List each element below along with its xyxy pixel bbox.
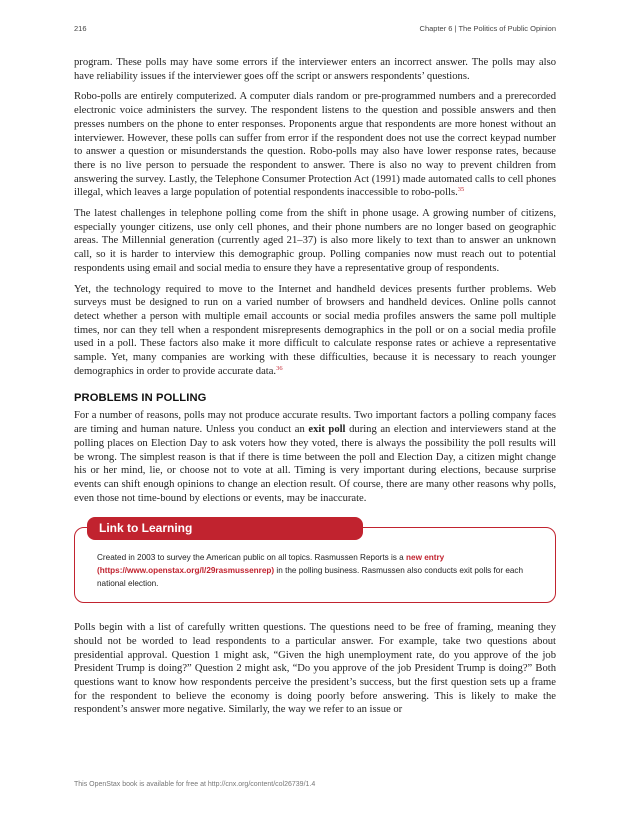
link-to-learning-title: Link to Learning: [87, 517, 363, 540]
page-footer: This OpenStax book is available for free at http://cnx.org/content/col26739/1.4: [74, 781, 316, 788]
footnote-ref-35[interactable]: 35: [457, 186, 465, 194]
chapter-title: Chapter 6 | The Politics of Public Opinion: [419, 24, 556, 33]
box-text: in the polling business. Rasmussen also conducts exit polls for each national election.: [97, 565, 524, 588]
paragraph-text: The latest challenges in telephone polling come from the shift in phone usage. A growing number of citizens, especially younger citizens, use only cell phones, and their phone numbers are no longer based on geographic areas. The Millennial generation (currently aged 21–37) is also more likely to text than to answer an unknown call, so it is harder to interview this demographic group. Polling companies now must reach out to potential respondents using email and social media to ensure they have a representative group of respondents.: [74, 208, 556, 274]
paragraph-text: For a number of reasons, polls may not produce accurate results. Two important factors a polling company faces are timing and human nature. Unless you conduct an: [74, 410, 556, 436]
box-text: Created in 2003 to survey the American public on all topics. Rasmussen Reports is a: [97, 553, 407, 563]
section-heading: PROBLEMS IN POLLING: [74, 392, 207, 405]
link-to-learning-text: [97, 552, 541, 590]
paragraph-text: Polls begin with a list of carefully written questions. The questions need to be free of framing, meaning they should not be worded to lead respondents to a particular answer. For example, take two questions about presidential approval. Question 1 might ask, “Given the high unemployment rate, do you approve of the job President Trump is doing?” Question 2 might ask, “Do you approve of the job President Trump is doing?” Both questions want to know how respondents perceive the president’s success, but the first question sets up a frame for the respondent to believe the economy is doing poorly before answering. This is likely to make the respondent’s answer more negative. Similarly, the way we refer to an issue or: [74, 622, 556, 716]
page-content: [74, 56, 556, 724]
paragraph-question-framing: [74, 621, 556, 717]
paragraph-text: Yet, the technology required to move to the Internet and handheld devices presents further problems. Web surveys must be designed to run on a varied number of browsers and handheld devices. Online polls cannot detect whether a person with multiple email accounts or social media profiles answers the same poll multiple times, nor can they tell when a respondent misrepresents demographics in the poll or on a social media profile used in a poll. These factors also make it more difficult to calculate response rates or achieve a representative sample. Yet, many companies are working with these difficulties, because it is necessary to reach younger demographics in order to provide accurate data.: [74, 283, 556, 377]
paragraph-text: program. These polls may have some errors if the interviewer enters an incorrect answer. The polls may also have reliability issues if the interviewer goes off the script or answers respondents’ questions.: [74, 57, 556, 82]
rasmussen-link[interactable]: new entry (https://www.openstax.org/l/29rasmussenrep): [97, 553, 445, 575]
key-term-exit-poll: exit poll: [308, 424, 346, 436]
paragraph-robo-polls: [74, 90, 556, 200]
footnote-ref-36[interactable]: 36: [276, 364, 283, 372]
paragraph-internet-problems: [74, 283, 556, 379]
paragraph-phone-poll-errors: [74, 56, 556, 83]
link-to-learning-box: [74, 521, 556, 603]
paragraph-problems-in-polling: [74, 409, 556, 505]
page-number: 216: [74, 24, 87, 33]
paragraph-text: during an election and interviewers stand at the polling places on Election Day to ask voters how they voted, there is always the possibility the poll results will be wrong. The simplest reason is that if there is time between the poll and Election Day, a citizen might change his or her mind, lie, or choose not to vote at all. Timing is very important during elections, because surprise events can shift enough opinions to change an election result. Of course, there are many other reasons why polls, even those not time-bound by elections or events, may be inaccurate.: [74, 424, 556, 504]
paragraph-telephone-challenges: [74, 207, 556, 276]
paragraph-text: Robo-polls are entirely computerized. A computer dials random or pre-programmed numbers and a prerecorded electronic voice administers the survey. The respondent listens to the question and possible answers and then presses numbers on the phone to enter responses. Proponents argue that respondents are more honest without an interviewer. However, these polls can suffer from error if the respondent does not use the correct keypad number to answer a question or misunderstands the question. Robo-polls may also have lower response rates, because there is no live person to persuade the respondent to answer. There is also no way to prevent children from answering the survey. Lastly, the Telephone Consumer Protection Act (1991) made automated calls to cell phones illegal, which leaves a large population of potential respondents inaccessible to robo-polls.: [74, 91, 556, 199]
